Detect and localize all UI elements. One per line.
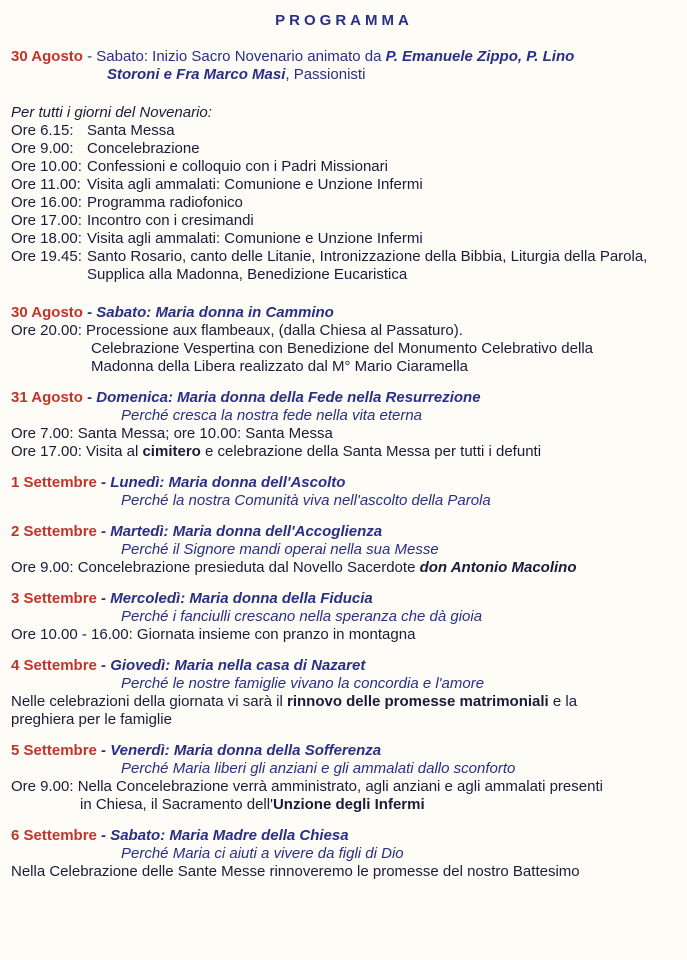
daily-item-text: Visita agli ammalati: Comunione e Unzione Infermi (87, 176, 423, 193)
day-intention: Perché le nostre famiglie vivano la concordia e l'amore (121, 675, 485, 692)
day-title: - Sabato: Maria donna in Cammino (82, 304, 334, 321)
daily-item (11, 194, 677, 212)
event-text: e la (548, 693, 578, 710)
daily-item (11, 158, 677, 176)
event-line: Ore 20.00: Processione aux flambeaux, (dalla Chiesa al Passaturo). (11, 322, 463, 339)
opening-line-2 (11, 66, 677, 84)
daily-item-time: Ore 9.00: (11, 140, 74, 157)
day-heading (11, 474, 677, 492)
daily-intro: Per tutti i giorni del Novenario: (11, 104, 212, 121)
day-date: 2 Settembre (11, 523, 97, 540)
event-line: Madonna della Libera realizzato dal M° Mario Ciaramella (91, 358, 469, 375)
daily-item-text: Incontro con i cresimandi (87, 212, 254, 229)
day-3-settembre (11, 590, 677, 644)
event-text: Nelle celebrazioni della giornata vi sarà il (11, 693, 287, 710)
day-title: - Domenica: Maria donna della Fede nella Resurrezione (82, 389, 481, 406)
day-date: 31 Agosto (11, 389, 83, 406)
day-title: - Mercoledì: Maria donna della Fiducia (96, 590, 373, 607)
daily-item-text: Concelebrazione (87, 140, 200, 157)
daily-item-time: Ore 17.00: (11, 212, 82, 229)
event-line (11, 796, 677, 814)
missionaries-names-1: P. Emanuele Zippo, P. Lino (385, 48, 575, 65)
day-heading (11, 657, 677, 675)
daily-item-text: Programma radiofonico (87, 194, 243, 211)
event-line: Ore 9.00: Nella Concelebrazione verrà amministrato, agli anziani e agli ammalati presenti (11, 778, 603, 795)
daily-item (11, 176, 677, 194)
event-line: Nella Celebrazione delle Sante Messe rinnoveremo le promesse del nostro Battesimo (11, 863, 580, 880)
daily-schedule (11, 104, 677, 284)
day-intention: Perché i fanciulli crescano nella speranza che dà gioia (121, 608, 483, 625)
daily-item-time: Ore 18.00: (11, 230, 82, 247)
day-title: - Martedì: Maria donna dell'Accoglienza (96, 523, 383, 540)
missionaries-names-2: Storoni e Fra Marco Masi (107, 66, 286, 83)
day-heading (11, 389, 677, 407)
daily-item-time: Ore 19.45: (11, 248, 82, 265)
day-title: - Lunedì: Maria donna dell'Ascolto (96, 474, 346, 491)
day-date: 5 Settembre (11, 742, 97, 759)
event-text: e celebrazione della Santa Messa per tutti i defunti (200, 443, 542, 460)
day-1-settembre (11, 474, 677, 510)
priest-name: don Antonio Macolino (419, 559, 577, 576)
event-line: Ore 7.00: Santa Messa; ore 10.00: Santa Messa (11, 425, 333, 442)
day-intention: Perché Maria ci aiuti a vivere da figli di Dio (121, 845, 404, 862)
day-date: 3 Settembre (11, 590, 97, 607)
day-heading (11, 590, 677, 608)
daily-item (11, 248, 677, 284)
day-6-settembre (11, 827, 677, 881)
day-intention: Perché la nostra Comunità viva nell'ascolto della Parola (121, 492, 491, 509)
event-line: Ore 10.00 - 16.00: Giornata insieme con pranzo in montagna (11, 626, 416, 643)
day-31-agosto (11, 389, 677, 461)
event-line (11, 693, 677, 711)
opening-line (11, 48, 677, 66)
daily-item-text: Confessioni e colloquio con i Padri Missionari (87, 158, 388, 175)
daily-item-text: Santa Messa (87, 122, 175, 139)
event-line: preghiera per le famiglie (11, 711, 172, 728)
day-30-agosto-evening (11, 304, 677, 376)
day-5-settembre (11, 742, 677, 814)
page-title: PROGRAMMA (275, 12, 413, 29)
daily-item (11, 122, 677, 140)
event-bold: cimitero (142, 443, 201, 460)
day-heading (11, 742, 677, 760)
opening-tail: , Passionisti (285, 66, 366, 83)
daily-list (11, 122, 677, 284)
event-bold: rinnovo delle promesse matrimoniali (286, 693, 549, 710)
day-title: - Venerdì: Maria donna della Sofferenza (96, 742, 382, 759)
opening-block (11, 48, 677, 84)
daily-item-text: Visita agli ammalati: Comunione e Unzione Infermi (87, 230, 423, 247)
daily-item (11, 230, 677, 248)
day-heading (11, 827, 677, 845)
day-heading (11, 523, 677, 541)
daily-item-time: Ore 11.00: (11, 176, 81, 193)
day-date: 1 Settembre (11, 474, 97, 491)
day-intention: Perché Maria liberi gli anziani e gli ammalati dallo sconforto (121, 760, 516, 777)
day-intention: Perché il Signore mandi operai nella sua Messe (121, 541, 439, 558)
daily-item (11, 140, 677, 158)
day-date: 4 Settembre (11, 657, 97, 674)
daily-item-time: Ore 16.00: (11, 194, 82, 211)
event-text: Ore 9.00: Concelebrazione presieduta dal Novello Sacerdote (11, 559, 420, 576)
day-date: 30 Agosto (11, 304, 83, 321)
daily-item-time: Ore 6.15: (11, 122, 74, 139)
event-line: Celebrazione Vespertina con Benedizione del Monumento Celebrativo della (91, 340, 593, 357)
daily-item-time: Ore 10.00: (11, 158, 82, 175)
event-bold: Unzione degli Infermi (272, 796, 425, 813)
day-title: - Sabato: Maria Madre della Chiesa (96, 827, 349, 844)
event-text: Ore 17.00: Visita al (11, 443, 143, 460)
daily-item-text: Santo Rosario, canto delle Litanie, Intronizzazione della Bibbia, Liturgia della Parola, Supplica alla Madonna, Benedizione Eucaristica (87, 248, 648, 283)
day-date: 6 Settembre (11, 827, 97, 844)
opening-date: 30 Agosto (11, 48, 83, 65)
opening-desc: - Sabato: Inizio Sacro Novenario animato da (82, 48, 386, 65)
daily-item (11, 212, 677, 230)
day-title: - Giovedì: Maria nella casa di Nazaret (96, 657, 366, 674)
event-line (11, 443, 677, 461)
day-2-settembre (11, 523, 677, 577)
day-4-settembre (11, 657, 677, 729)
day-intention: Perché cresca la nostra fede nella vita eterna (121, 407, 423, 424)
event-line (11, 559, 677, 577)
day-heading (11, 304, 677, 322)
event-text: in Chiesa, il Sacramento dell' (80, 796, 273, 813)
